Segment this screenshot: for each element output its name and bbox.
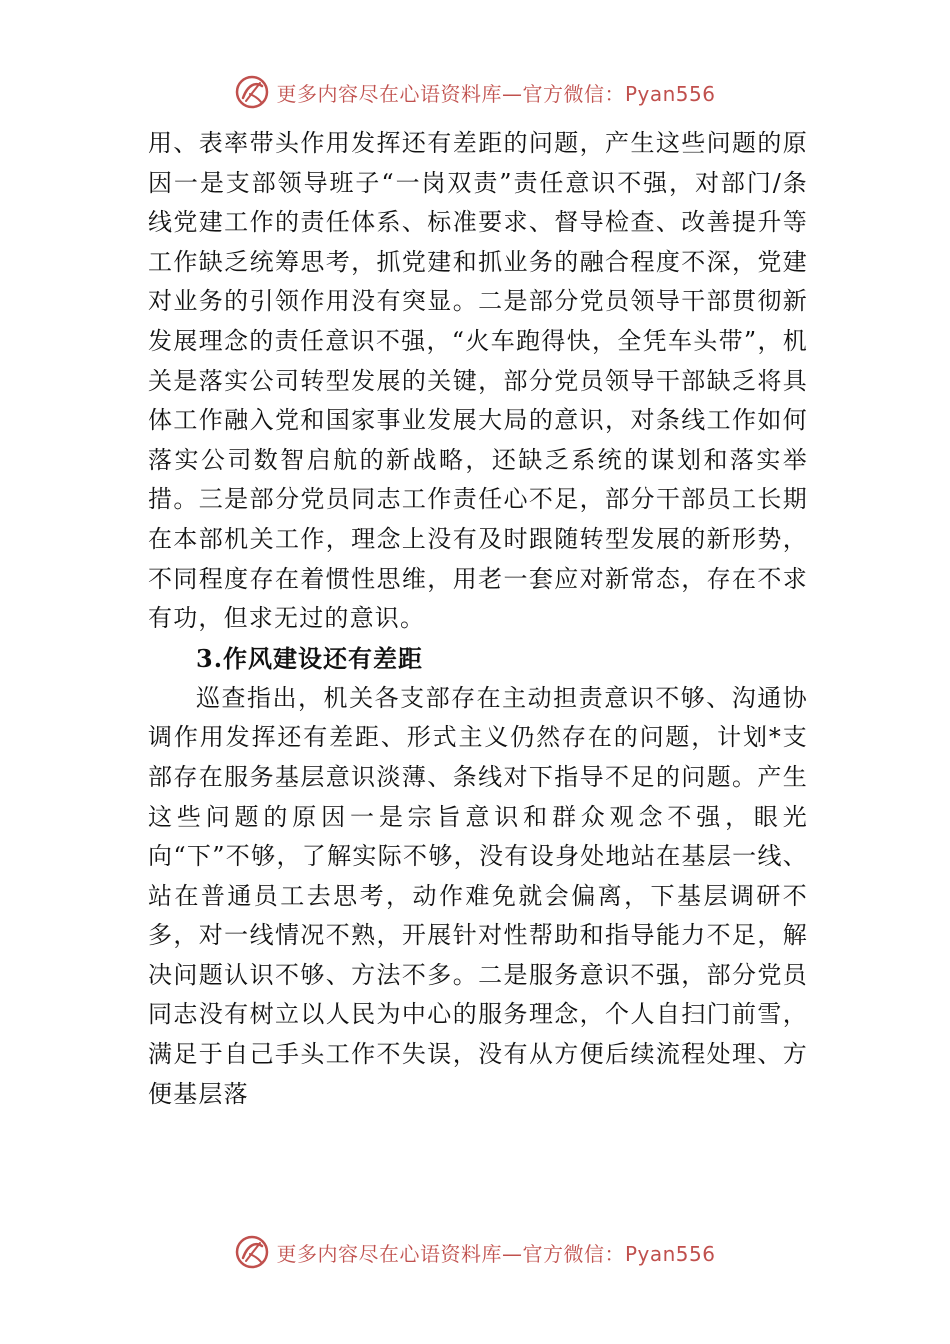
- header-banner-text: 更多内容尽在心语资料库—官方微信：Pyan556: [276, 81, 716, 106]
- section-heading: 3.作风建设还有差距: [196, 643, 424, 673]
- body-paragraph-1: 用、表率带头作用发挥还有差距的问题，产生这些问题的原因一是支部领导班子“一岗双责”责任意识不强，对部门/条线党建工作的责任体系、标准要求、督导检查、改善提升等工作缺乏统筹思考，抓党建和抓业务的融合程度不深，党建对业务的引领作用没有突显。二是部分党员领导干部贯彻新发展理念的责任意识不强，“火车跑得快，全凭车头带”，机关是落实公司转型发展的关键，部分党员领导干部缺乏将具体工作融入党和国家事业发展大局的意识，对条线工作如何落实公司数智启航的新战略，还缺乏系统的谋划和落实举措。三是部分党员同志工作责任心不足，部分干部员工长期在本部机关工作，理念上没有及时跟随转型发展的新形势， 不同程度存在着惯性思维，用老一套应对新常态，存在不求有功，但求无过的意识。: [148, 129, 808, 633]
- footer-banner: [0, 1230, 950, 1274]
- footer-banner-text: 更多内容尽在心语资料库—官方微信：Pyan556: [276, 1241, 716, 1266]
- seal-logo-icon: [234, 74, 270, 110]
- document-body: [148, 124, 808, 1114]
- seal-logo-icon: [234, 1234, 270, 1270]
- header-banner: [0, 70, 950, 114]
- body-paragraph-2: 巡查指出，机关各支部存在主动担责意识不够、沟通协调作用发挥还有差距、形式主义仍然存在的问题，计划*支部存在服务基层意识淡薄、条线对下指导不足的问题。产生这些问题的原因一是宗旨意识和群众观念不强，眼光向“下”不够，了解实际不够，没有设身处地站在基层一线、站在普通员工去思考，动作难免就会偏离，下基层调研不多，对一线情况不熟，开展针对性帮助和指导能力不足，解决问题认识不够、方法不多。二是服务意识不强，部分党员同志没有树立以人民为中心的服务理念，个人自扫门前雪，满足于自己手头工作不失误，没有从方便后续流程处理、方便基层落: [148, 683, 808, 1108]
